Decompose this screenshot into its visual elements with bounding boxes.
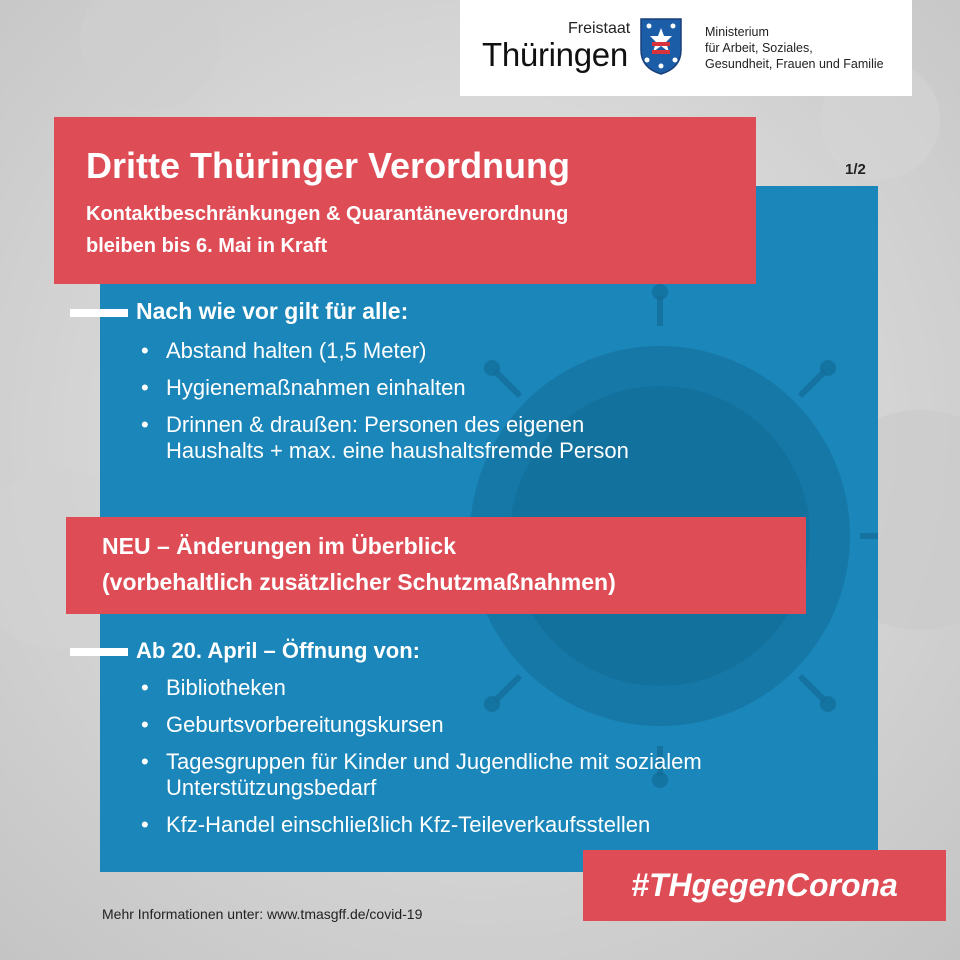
logo-thueringen-text: Thüringen bbox=[482, 36, 628, 73]
bullet-icon: • bbox=[141, 338, 149, 363]
logo-freistaat-text: Freistaat bbox=[568, 20, 631, 37]
page-title: Dritte Thüringer Verordnung bbox=[86, 145, 571, 186]
list-item: • Bibliotheken bbox=[141, 675, 286, 700]
subtitle-line-2: bleiben bis 6. Mai in Kraft bbox=[86, 235, 328, 257]
list-item: • Abstand halten (1,5 Meter) bbox=[141, 338, 427, 363]
section-dash-icon bbox=[70, 309, 128, 317]
ministry-name: Ministerium für Arbeit, Soziales, Gesundheit, Frauen und Familie bbox=[705, 25, 884, 71]
bullet-icon: • bbox=[141, 749, 149, 774]
thuringia-lion-crest-icon bbox=[638, 16, 684, 76]
list-item: • Tagesgruppen für Kinder und Jugendliche mit sozialem Unterstützungsbedarf bbox=[141, 749, 702, 800]
section2-list bbox=[141, 675, 871, 849]
footer-label: Mehr Informationen unter: bbox=[102, 906, 264, 922]
bullet-icon: • bbox=[141, 375, 149, 400]
neu-subheading: (vorbehaltlich zusätzlicher Schutzmaßnahmen) bbox=[102, 569, 616, 595]
list-item: • Kfz-Handel einschließlich Kfz-Teileverkaufsstellen bbox=[141, 812, 651, 837]
bullet-icon: • bbox=[141, 812, 149, 837]
footer-info bbox=[102, 906, 422, 922]
neu-banner bbox=[66, 517, 806, 614]
section1-list bbox=[141, 338, 641, 475]
title-banner bbox=[54, 117, 756, 284]
hashtag-badge: #THgegenCorona bbox=[583, 850, 946, 921]
footer-url-link[interactable]: www.tmasgff.de/covid-19 bbox=[266, 906, 423, 922]
bullet-icon: • bbox=[141, 412, 149, 437]
list-item: • Hygienemaßnahmen einhalten bbox=[141, 375, 466, 400]
bullet-icon: • bbox=[141, 712, 149, 737]
list-item: • Geburtsvorbereitungskursen bbox=[141, 712, 444, 737]
section1-heading: Nach wie vor gilt für alle: bbox=[136, 298, 409, 324]
section-dash-icon bbox=[70, 648, 128, 656]
subtitle-line-1: Kontaktbeschränkungen & Quarantäneverordnung bbox=[86, 203, 569, 225]
neu-heading: NEU – Änderungen im Überblick bbox=[102, 533, 457, 559]
section2-heading: Ab 20. April – Öffnung von: bbox=[136, 638, 420, 663]
page-indicator: 1/2 bbox=[845, 161, 866, 178]
list-item: • Drinnen & draußen: Personen des eigenen Haushalts + max. eine haushaltsfremde Person bbox=[141, 412, 629, 463]
bullet-icon: • bbox=[141, 675, 149, 700]
